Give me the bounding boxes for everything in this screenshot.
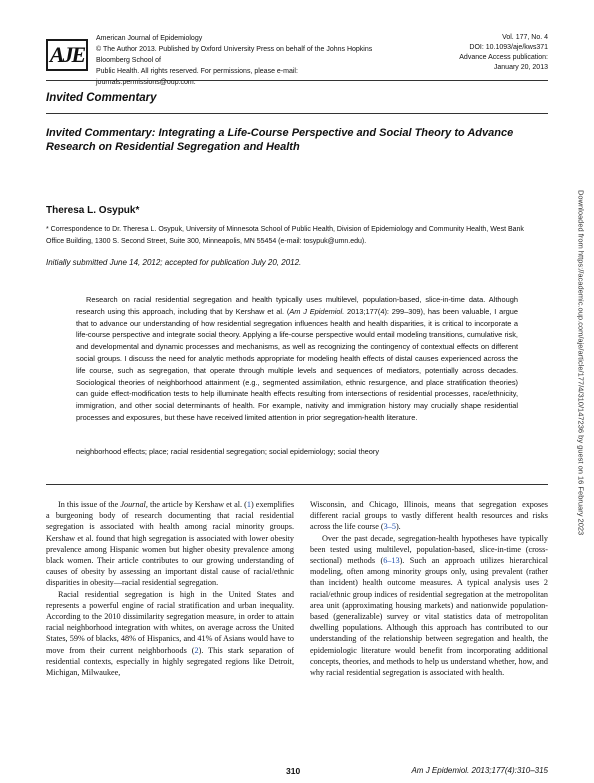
abstract-text-1: Research on racial residential segregation and health typically uses multilevel, population-based, slice-in-time data. Although research using this approach, including that by Kershaw et al. ( xyxy=(76,295,518,316)
body-text: In this issue of the xyxy=(58,500,121,509)
article-title: Invited Commentary: Integrating a Life-Course Perspective and Social Theory to Advance Research on Residential Segregation and Health xyxy=(46,127,514,153)
abstract-rule xyxy=(46,484,548,485)
body-paragraph xyxy=(46,589,294,679)
body-text: ). This stark separation of residential contexts, especially in highly segregated regions like Detroit, Michigan, Milwaukee, xyxy=(46,645,295,678)
keywords: neighborhood effects; place; racial residential segregation; social epidemiology; social theory xyxy=(76,447,380,456)
reference-link[interactable]: 1 xyxy=(246,500,251,509)
abstract-journal-ref: Am J Epidemiol. xyxy=(289,306,345,316)
submission-dates: Initially submitted June 14, 2012; accepted for publication July 20, 2012. xyxy=(46,258,302,267)
body-paragraph xyxy=(310,533,548,679)
body-text: ). Such an approach utilizes hierarchical modeling, often among minority groups only, using prevalent (rather than incident) health outcome measures. A typical analysis uses 2 racial/ethnic group indices of residential segregation at the metropolitan area unit (approximating housing markets) and nationwide population-based (generalizable) survey or vital statistics data of metropolitan dwelling populations. Although this approach has contributed to our understanding of the relationship between segregation and health, the epidemiologic literature would benefit from incorporating additional concepts, theories, and methods to help us understand whether, how, and why racial residential segregation is associated with health. xyxy=(310,556,548,678)
reference-link[interactable]: 3–5 xyxy=(383,522,396,532)
journal-logo xyxy=(46,39,88,71)
copyright-line-2: Public Health. All rights reserved. For permissions, please e-mail: journals.permissions@oup.com. xyxy=(96,68,298,86)
body-text: ). xyxy=(395,522,401,532)
page-number: 310 xyxy=(286,766,301,776)
body-text: , the article by Kershaw et al. ( xyxy=(145,500,247,509)
download-notice xyxy=(576,190,586,590)
body-paragraph xyxy=(46,499,294,589)
body-text: Racial residential segregation is high in the United States and represents a powerful engine of racial stratification and urban inequality. According to the 2010 dissimilarity segregation measure, in order to attain racial neighborhood integration with whites, on average across the United States, 59% of blacks, 48% of Hispanics, and 41% of Asians would have to move from their current neighborhoods ( xyxy=(46,589,294,655)
journal-name: American Journal of Epidemiology xyxy=(96,35,203,42)
body-text: ) exemplifies a burgeoning body of research documenting that racial residential segregation is associated with health among racial minority groups. Kershaw et al. found that high segregation is associated with lower obesity prevalence among Hispanic women but higher obesity prevalence among black women. Their article contributes to our growing understanding of causes of obesity by assessing an important distal cause of racial/ethnic disparities in obesity—racial residential segregation. xyxy=(46,500,295,588)
body-text: Over the past decade, segregation-health hypotheses have typically been tested using multilevel, population-based, slice-in-time (cross-sectional) methods ( xyxy=(310,533,548,566)
reference-link[interactable]: 6–13 xyxy=(383,556,400,566)
doi[interactable]: DOI: 10.1093/aje/kws371 xyxy=(469,44,548,51)
reference-link[interactable]: 2 xyxy=(194,645,199,655)
volume-issue: Vol. 177, No. 4 xyxy=(502,34,548,41)
download-notice-text[interactable]: Downloaded from https://academic.oup.com/aje/article/177/4/310/147236 by guest on 16 February 2023 xyxy=(576,190,586,536)
body-paragraph xyxy=(310,499,548,533)
body-column-left xyxy=(46,499,294,678)
section-rule xyxy=(46,113,548,114)
body-column-right xyxy=(310,499,548,678)
body-text: Wisconsin, and Chicago, Illinois, means that segregation exposes different racial groups to vastly different health resources and risks across the life course ( xyxy=(310,500,548,532)
section-label: Invited Commentary xyxy=(46,92,157,104)
logo-text: AJE xyxy=(49,42,85,67)
correspondence-note: * Correspondence to Dr. Theresa L. Osypuk, University of Minnesota School of Public Health, Division of Epidemiology and Community Health, West Bank Office Building, 1300 S. Second Street, Suite 300, Minneapolis, MN 55454 (e-mail: tosypuk@umn.edu). xyxy=(46,226,524,245)
advance-access-label: Advance Access publication: xyxy=(459,54,548,61)
journal-italic: Journal xyxy=(120,500,146,509)
abstract xyxy=(76,294,518,424)
author-name: Theresa L. Osypuk* xyxy=(46,205,140,216)
footer-citation: Am J Epidemiol. 2013;177(4):310–315 xyxy=(411,766,548,775)
copyright-line-1: © The Author 2013. Published by Oxford University Press on behalf of the Johns Hopkins Bloomberg School of xyxy=(96,46,373,64)
publication-date: January 20, 2013 xyxy=(493,64,548,71)
header-rule xyxy=(46,80,548,81)
header-right-block xyxy=(388,33,548,73)
abstract-text-2: 2013;177(4): 299–309), has been valuable, I argue that to advance our understanding of how residential segregation influences health and health disparities, it is critical to incorporate a life-course perspective and integrate social theory. Applying a life-course perspective would entail modeling transitions, cumulative risk, and developmental and dynamic processes and mechanisms, as well as recognizing the contingency of contextual effects on different social groups. I discuss the need for analytic methods appropriate for modeling health effects of distal causes experienced across the life course, such as segregation, that operate through multiple levels and sequences of mediators, potentially across decades. Sociological theories of neighborhood attainment (e.g., segmented assimilation, ethnic resurgence, and place stratification theories) can guide effect-modification tests to help illuminate health effects resulting from intersections of residential processes, race/ethnicity, immigration, and other social determinants of health. For example, nativity and immigration history may crucially shape residential processes and exposures, but these have received limited attention in prior segregation-health literature. xyxy=(76,306,518,422)
